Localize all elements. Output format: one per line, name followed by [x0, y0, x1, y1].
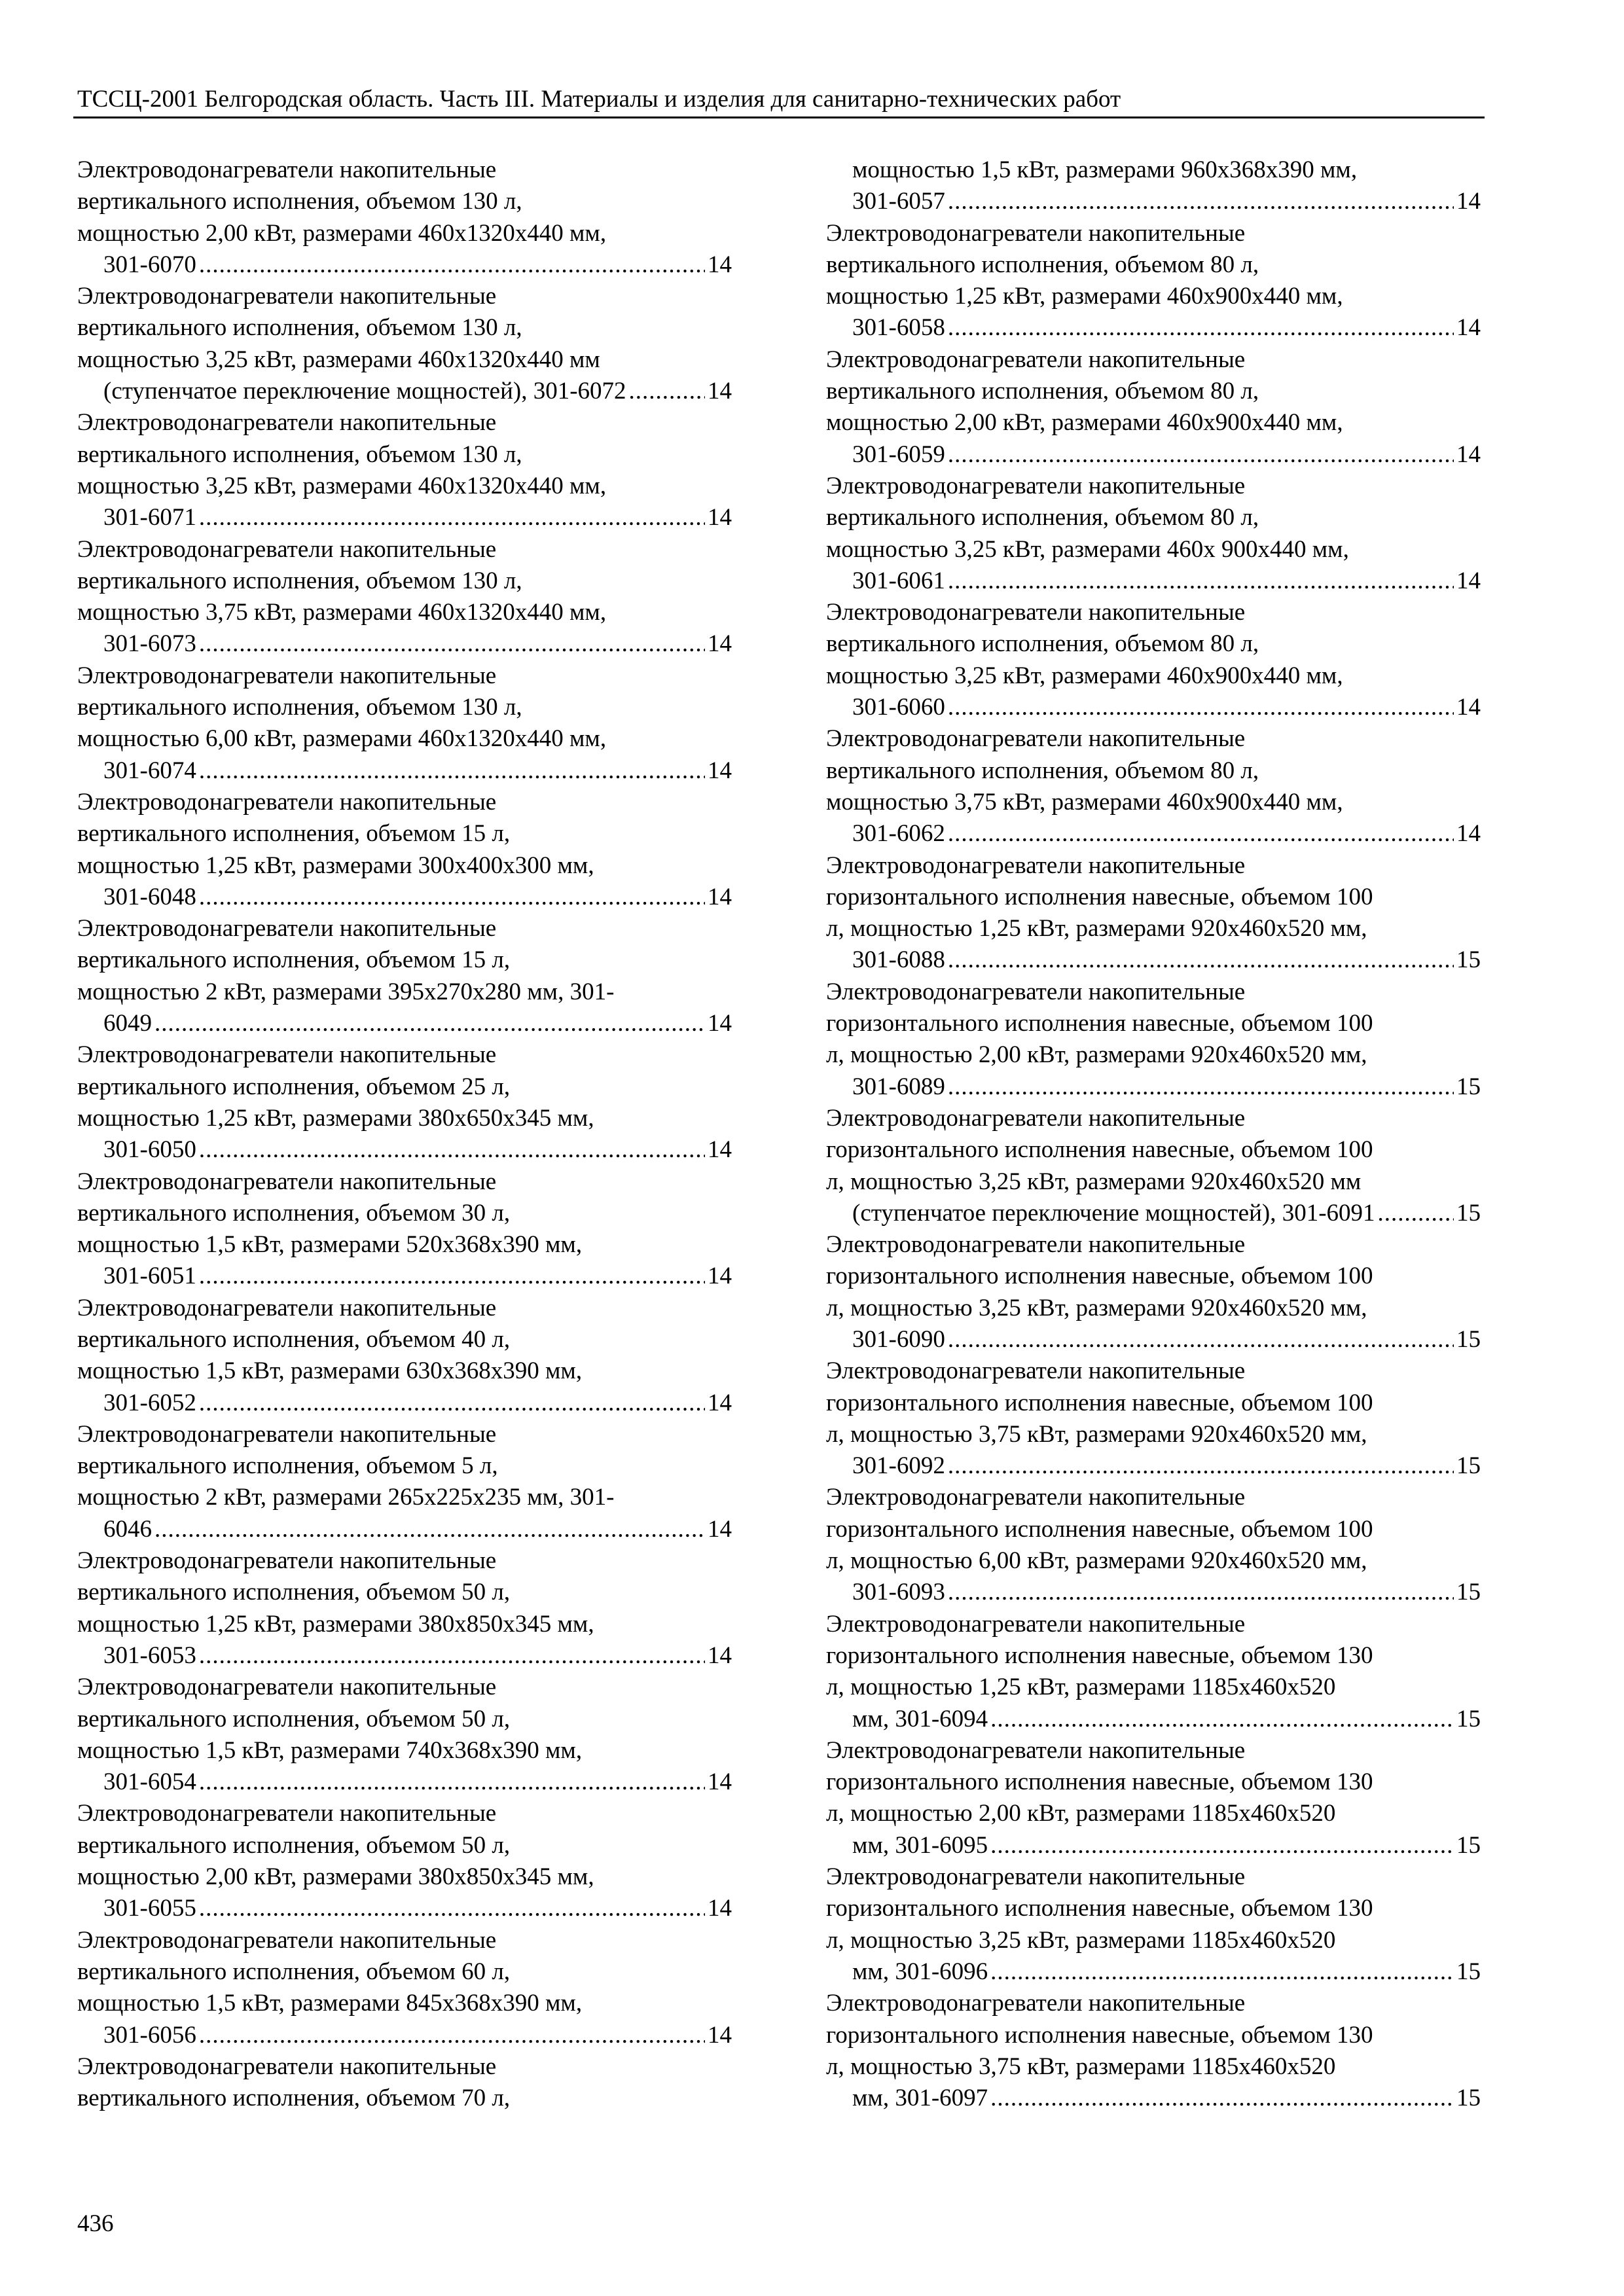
entry-text-line: мощностью 1,5 кВт, размерами 520х368х390 мм,: [77, 1231, 583, 1259]
index-entry: [77, 534, 732, 660]
entry-reference-line: [852, 692, 1481, 723]
entry-text-line: горизонтального исполнения навесные, объемом 130: [826, 1895, 1373, 1922]
dot-leader: [948, 565, 1454, 597]
entry-reference-line: [852, 1577, 1481, 1608]
dot-leader: [1378, 1198, 1454, 1229]
dot-leader: [948, 186, 1454, 217]
dot-leader: [948, 312, 1454, 344]
entry-text-line: мощностью 3,25 кВт, размерами 460х1320х440 мм,: [77, 472, 607, 499]
index-entry: [77, 1545, 732, 1672]
entry-code: 301-6056: [103, 2021, 196, 2049]
entry-text-line: вертикального исполнения, объемом 80 л,: [826, 757, 1259, 784]
entry-page-ref: 14: [708, 757, 732, 784]
entry-code: 301-6090: [852, 1325, 945, 1353]
index-entry: [826, 597, 1481, 723]
entry-text-line: вертикального исполнения, объемом 80 л,: [826, 504, 1259, 531]
entry-text-line: вертикального исполнения, объемом 25 л,: [77, 1073, 511, 1100]
entry-reference-line: [852, 1071, 1481, 1103]
entry-text-line: Электроводонагреватели накопительные: [826, 1357, 1246, 1385]
index-entry: [77, 660, 732, 787]
entry-text-line: вертикального исполнения, объемом 5 л,: [77, 1452, 498, 1480]
entry-text-line: л, мощностью 2,00 кВт, размерами 1185х460х520: [826, 1800, 1336, 1827]
entry-code: 301-6054: [103, 1768, 196, 1796]
dot-leader: [199, 502, 705, 533]
entry-text-line: мощностью 2,00 кВт, размерами 380х850х345 мм,: [77, 1863, 594, 1891]
entry-text-line: л, мощностью 1,25 кВт, размерами 920х460х520 мм,: [826, 915, 1367, 942]
entry-text-line: мощностью 3,75 кВт, размерами 460х900х440 мм,: [826, 788, 1343, 816]
dot-leader: [990, 1704, 1454, 1735]
index-column-left: [77, 154, 732, 2114]
entry-code: 301-6058: [852, 314, 945, 342]
entry-text-line: Электроводонагреватели накопительные: [826, 1231, 1246, 1259]
entry-text-line: горизонтального исполнения навесные, объемом 100: [826, 1515, 1373, 1543]
index-entry: [826, 723, 1481, 850]
entry-text-line: вертикального исполнения, объемом 60 л,: [77, 1958, 511, 1985]
entry-text-line: горизонтального исполнения навесные, объемом 130: [826, 2021, 1373, 2049]
entry-text-line: л, мощностью 2,00 кВт, размерами 920х460х520 мм,: [826, 1041, 1367, 1069]
entry-text-line: Электроводонагреватели накопительные: [826, 1104, 1246, 1132]
entry-text-line: л, мощностью 1,25 кВт, размерами 1185х460х520: [826, 1674, 1336, 1701]
page-number: 436: [77, 2210, 114, 2237]
entry-code: мм, 301-6094: [852, 1705, 988, 1732]
entry-page-ref: 15: [1456, 1705, 1481, 1732]
entry-text-line: горизонтального исполнения навесные, объемом 100: [826, 1010, 1373, 1037]
entry-reference-line: [852, 186, 1481, 217]
entry-text-line: горизонтального исполнения навесные, объемом 100: [826, 1389, 1373, 1416]
entry-text-line: горизонтального исполнения навесные, объемом 100: [826, 1263, 1373, 1290]
entry-code: 301-6048: [103, 883, 196, 910]
entry-text-line: л, мощностью 3,75 кВт, размерами 920х460х520 мм,: [826, 1420, 1367, 1448]
dot-leader: [948, 1577, 1454, 1608]
entry-text-line: мощностью 1,5 кВт, размерами 845х368х390 мм,: [77, 1990, 583, 2017]
entry-code: 301-6089: [852, 1073, 945, 1100]
entry-code: мм, 301-6097: [852, 2085, 988, 2112]
entry-text-line: мощностью 2 кВт, размерами 395х270х280 мм, 301-: [77, 978, 615, 1005]
dot-leader: [199, 1388, 705, 1419]
index-entry: [826, 1609, 1481, 1735]
entry-text-line: вертикального исполнения, объемом 30 л,: [77, 1199, 511, 1227]
entry-code: 301-6061: [852, 567, 945, 594]
entry-text-line: Электроводонагреватели накопительные: [826, 219, 1246, 247]
entry-text-line: Электроводонагреватели накопительные: [77, 409, 497, 437]
index-entry: [826, 977, 1481, 1103]
entry-text-line: вертикального исполнения, объемом 130 л,: [77, 567, 522, 594]
dot-leader: [154, 1008, 705, 1039]
entry-text-line: Электроводонагреватели накопительные: [77, 1294, 497, 1321]
entry-text-line: л, мощностью 3,25 кВт, размерами 1185х460х520: [826, 1926, 1336, 1954]
dot-leader: [199, 1134, 705, 1166]
entry-code: 301-6062: [852, 820, 945, 848]
index-entry: [826, 471, 1481, 597]
entry-text-line: вертикального исполнения, объемом 80 л,: [826, 630, 1259, 658]
entry-text-line: вертикального исполнения, объемом 130 л,: [77, 188, 522, 215]
entry-reference-line: [103, 502, 732, 533]
entry-page-ref: 14: [1456, 314, 1481, 342]
index-entry: [826, 1482, 1481, 1608]
dot-leader: [154, 1514, 705, 1545]
entry-page-ref: 14: [708, 251, 732, 278]
entry-text-line: л, мощностью 3,25 кВт, размерами 920х460х520 мм: [826, 1168, 1362, 1195]
dot-leader: [948, 1450, 1454, 1482]
entry-text-line: вертикального исполнения, объемом 80 л,: [826, 378, 1259, 405]
entry-page-ref: 15: [1456, 1073, 1481, 1100]
entry-text-line: вертикального исполнения, объемом 70 л,: [77, 2085, 511, 2112]
entry-page-ref: 14: [708, 883, 732, 910]
entry-reference-line: [852, 312, 1481, 344]
entry-reference-line: [103, 376, 732, 407]
dot-leader: [199, 249, 705, 281]
index-entry: [826, 218, 1481, 344]
entry-text-line: мощностью 3,75 кВт, размерами 460х1320х440 мм,: [77, 599, 607, 626]
entry-text-line: Электроводонагреватели накопительные: [826, 472, 1246, 499]
dot-leader: [948, 944, 1454, 976]
entry-reference-line: [852, 1324, 1481, 1355]
entry-text-line: Электроводонагреватели накопительные: [77, 915, 497, 942]
entry-reference-line: [852, 944, 1481, 976]
index-entry: [826, 850, 1481, 977]
entry-reference-line: [103, 1261, 732, 1292]
index-entry: [826, 1861, 1481, 1988]
entry-text-line: Электроводонагреватели накопительные: [77, 156, 497, 183]
index-entry: [826, 344, 1481, 471]
index-entry: [826, 1103, 1481, 1229]
entry-code: мм, 301-6095: [852, 1831, 988, 1859]
entry-text-line: Электроводонагреватели накопительные: [77, 535, 497, 563]
entry-text-line: Электроводонагреватели накопительные: [77, 662, 497, 689]
entry-page-ref: 14: [708, 1768, 732, 1796]
entry-code: 6046: [103, 1515, 152, 1543]
entry-reference-line: [103, 249, 732, 281]
dot-leader: [199, 1893, 705, 1924]
entry-code: 301-6052: [103, 1389, 196, 1416]
entry-reference-line: [103, 1893, 732, 1924]
entry-code: мм, 301-6096: [852, 1958, 988, 1985]
entry-code: (ступенчатое переключение мощностей), 301-6091: [852, 1199, 1375, 1227]
entry-text-line: мощностью 2,00 кВт, размерами 460х900х440 мм,: [826, 409, 1343, 437]
entry-text-line: мощностью 3,25 кВт, размерами 460х 900х440 мм,: [826, 535, 1349, 563]
entry-text-line: мощностью 1,5 кВт, размерами 960х368х390 мм,: [852, 156, 1358, 183]
entry-page-ref: 14: [708, 1515, 732, 1543]
entry-text-line: Электроводонагреватели накопительные: [826, 1990, 1246, 2017]
dot-leader: [199, 1261, 705, 1292]
entry-code: (ступенчатое переключение мощностей), 301-6072: [103, 378, 626, 405]
entry-text-line: вертикального исполнения, объемом 15 л,: [77, 820, 511, 848]
entry-text-line: мощностью 6,00 кВт, размерами 460х1320х440 мм,: [77, 725, 607, 753]
entry-text-line: вертикального исполнения, объемом 50 л,: [77, 1579, 511, 1606]
entry-page-ref: 14: [1456, 567, 1481, 594]
entry-text-line: вертикального исполнения, объемом 40 л,: [77, 1325, 511, 1353]
index-entry: [77, 1039, 732, 1166]
entry-page-ref: 15: [1456, 1958, 1481, 1985]
entry-reference-line: [852, 439, 1481, 471]
entry-code: 301-6051: [103, 1263, 196, 1290]
entry-code: 301-6092: [852, 1452, 945, 1480]
entry-reference-line: [103, 2020, 732, 2051]
entry-text-line: вертикального исполнения, объемом 130 л,: [77, 694, 522, 721]
entry-page-ref: 14: [1456, 188, 1481, 215]
index-entry: [826, 1229, 1481, 1355]
entry-reference-line: [103, 755, 732, 787]
entry-text-line: мощностью 2 кВт, размерами 265х225х235 мм, 301-: [77, 1484, 615, 1511]
running-header: ТССЦ-2001 Белгородская область. Часть III. Материалы и изделия для санитарно-технических работ: [77, 86, 1121, 113]
entry-page-ref: 14: [708, 1641, 732, 1669]
index-entry: [826, 1735, 1481, 1861]
entry-text-line: горизонтального исполнения навесные, объемом 130: [826, 1641, 1373, 1669]
entry-text-line: вертикального исполнения, объемом 130 л,: [77, 314, 522, 342]
entry-text-line: вертикального исполнения, объемом 130 л,: [77, 440, 522, 468]
entry-reference-line: [103, 1640, 732, 1672]
entry-page-ref: 15: [1456, 1325, 1481, 1353]
index-column-right: [826, 154, 1481, 2114]
entry-text-line: Электроводонагреватели накопительные: [77, 1674, 497, 1701]
entry-code: 301-6088: [852, 946, 945, 974]
index-entry: [77, 1798, 732, 1924]
entry-text-line: Электроводонагреватели накопительные: [826, 978, 1246, 1005]
index-entry: [826, 1988, 1481, 2114]
entry-page-ref: 15: [1456, 946, 1481, 974]
entry-text-line: Электроводонагреватели накопительные: [77, 1800, 497, 1827]
entry-page-ref: 15: [1456, 1199, 1481, 1227]
index-entry: [77, 1293, 732, 1419]
entry-page-ref: 14: [708, 1010, 732, 1037]
entry-code: 301-6074: [103, 757, 196, 784]
entry-page-ref: 14: [708, 504, 732, 531]
entry-text-line: мощностью 3,25 кВт, размерами 460х1320х440 мм: [77, 346, 600, 373]
entry-page-ref: 14: [708, 2021, 732, 2049]
entry-text-line: Электроводонагреватели накопительные: [826, 725, 1246, 753]
dot-leader: [948, 818, 1454, 850]
entry-text-line: Электроводонагреватели накопительные: [77, 788, 497, 816]
entry-text-line: л, мощностью 6,00 кВт, размерами 920х460х520 мм,: [826, 1547, 1367, 1575]
entry-page-ref: 15: [1456, 1831, 1481, 1859]
entry-code: 301-6070: [103, 251, 196, 278]
dot-leader: [199, 755, 705, 787]
entry-text-line: Электроводонагреватели накопительные: [826, 1863, 1246, 1891]
entry-code: 301-6055: [103, 1895, 196, 1922]
index-entry: [77, 1925, 732, 2051]
entry-code: 301-6060: [852, 694, 945, 721]
entry-code: 301-6057: [852, 188, 945, 215]
index-entry: [77, 913, 732, 1039]
entry-code: 301-6050: [103, 1136, 196, 1164]
entry-text-line: мощностью 1,25 кВт, размерами 380х650х345 мм,: [77, 1104, 594, 1132]
dot-leader: [990, 2083, 1454, 2114]
dot-leader: [990, 1830, 1454, 1861]
index-entry: [77, 1166, 732, 1293]
entry-code: 301-6071: [103, 504, 196, 531]
entry-page-ref: 15: [1456, 1452, 1481, 1480]
entry-text-line: л, мощностью 3,75 кВт, размерами 1185х460х520: [826, 2053, 1336, 2080]
entry-reference-line: [103, 1514, 732, 1545]
entry-text-line: Электроводонагреватели накопительные: [77, 2053, 497, 2080]
index-entry: [77, 1672, 732, 1798]
entry-reference-line: [852, 1830, 1481, 1861]
dot-leader: [948, 1071, 1454, 1103]
entry-text-line: Электроводонагреватели накопительные: [77, 1168, 497, 1195]
entry-text-line: вертикального исполнения, объемом 80 л,: [826, 251, 1259, 278]
entry-page-ref: 14: [708, 378, 732, 405]
entry-text-line: Электроводонагреватели накопительные: [826, 346, 1246, 373]
entry-reference-line: [852, 1704, 1481, 1735]
entry-page-ref: 15: [1456, 2085, 1481, 2112]
entry-page-ref: 14: [708, 1263, 732, 1290]
entry-reference-line: [103, 1008, 732, 1039]
entry-text-line: Электроводонагреватели накопительные: [826, 1736, 1246, 1764]
entry-page-ref: 14: [1456, 820, 1481, 848]
dot-leader: [990, 1956, 1454, 1988]
index-entry: [77, 1419, 732, 1545]
entry-reference-line: [852, 2083, 1481, 2114]
index-entry: [826, 1355, 1481, 1482]
entry-text-line: мощностью 1,5 кВт, размерами 630х368х390 мм,: [77, 1357, 583, 1385]
entry-text-line: горизонтального исполнения навесные, объемом 130: [826, 1768, 1373, 1796]
entry-text-line: Электроводонагреватели накопительные: [77, 1547, 497, 1575]
entry-reference-line: [852, 1956, 1481, 1988]
entry-text-line: горизонтального исполнения навесные, объемом 100: [826, 1136, 1373, 1164]
dot-leader: [199, 2020, 705, 2051]
entry-text-line: мощностью 1,5 кВт, размерами 740х368х390 мм,: [77, 1736, 583, 1764]
entry-text-line: мощностью 1,25 кВт, размерами 380х850х345 мм,: [77, 1610, 594, 1638]
index-entry: [77, 787, 732, 913]
entry-reference-line: [852, 1450, 1481, 1482]
entry-page-ref: 14: [708, 1389, 732, 1416]
entry-reference-line: [852, 818, 1481, 850]
entry-text-line: вертикального исполнения, объемом 50 л,: [77, 1831, 511, 1859]
dot-leader: [199, 1640, 705, 1672]
dot-leader: [199, 1767, 705, 1798]
entry-text-line: Электроводонагреватели накопительные: [77, 1926, 497, 1954]
entry-code: 301-6093: [852, 1579, 945, 1606]
dot-leader: [948, 692, 1454, 723]
entry-reference-line: [852, 1198, 1481, 1229]
dot-leader: [629, 376, 705, 407]
entry-reference-line: [103, 1767, 732, 1798]
index-entry: [77, 2051, 732, 2115]
entry-page-ref: 14: [708, 630, 732, 658]
entry-text-line: Электроводонагреватели накопительные: [77, 1041, 497, 1069]
dot-leader: [199, 628, 705, 660]
entry-page-ref: 15: [1456, 1579, 1481, 1606]
entry-text-line: Электроводонагреватели накопительные: [826, 1484, 1246, 1511]
entry-text-line: мощностью 1,25 кВт, размерами 300х400х300 мм,: [77, 852, 594, 879]
entry-code: 301-6059: [852, 440, 945, 468]
entry-reference-line: [103, 628, 732, 660]
entry-text-line: Электроводонагреватели накопительные: [826, 852, 1246, 879]
index-entry: [77, 407, 732, 533]
header-rule: [73, 117, 1485, 118]
entry-text-line: Электроводонагреватели накопительные: [826, 599, 1246, 626]
entry-text-line: л, мощностью 3,25 кВт, размерами 920х460х520 мм,: [826, 1294, 1367, 1321]
entry-text-line: вертикального исполнения, объемом 50 л,: [77, 1705, 511, 1732]
dot-leader: [948, 1324, 1454, 1355]
entry-text-line: мощностью 2,00 кВт, размерами 460х1320х440 мм,: [77, 219, 607, 247]
entry-text-line: Электроводонагреватели накопительные: [77, 283, 497, 310]
entry-code: 6049: [103, 1010, 152, 1037]
entry-text-line: Электроводонагреватели накопительные: [77, 1420, 497, 1448]
dot-leader: [948, 439, 1454, 471]
entry-text-line: мощностью 1,25 кВт, размерами 460х900х440 мм,: [826, 283, 1343, 310]
entry-text-line: горизонтального исполнения навесные, объемом 100: [826, 883, 1373, 910]
dot-leader: [199, 882, 705, 913]
entry-reference-line: [103, 1388, 732, 1419]
entry-text-line: мощностью 3,25 кВт, размерами 460х900х440 мм,: [826, 662, 1343, 689]
entry-code: 301-6053: [103, 1641, 196, 1669]
entry-reference-line: [852, 565, 1481, 597]
entry-code: 301-6073: [103, 630, 196, 658]
entry-reference-line: [103, 1134, 732, 1166]
entry-page-ref: 14: [708, 1136, 732, 1164]
entry-page-ref: 14: [1456, 694, 1481, 721]
entry-page-ref: 14: [708, 1895, 732, 1922]
entry-reference-line: [103, 882, 732, 913]
entry-page-ref: 14: [1456, 440, 1481, 468]
index-entry: [77, 154, 732, 281]
entry-text-line: Электроводонагреватели накопительные: [826, 1610, 1246, 1638]
index-entry: [77, 281, 732, 407]
index-entry: [826, 154, 1481, 218]
entry-text-line: вертикального исполнения, объемом 15 л,: [77, 946, 511, 974]
